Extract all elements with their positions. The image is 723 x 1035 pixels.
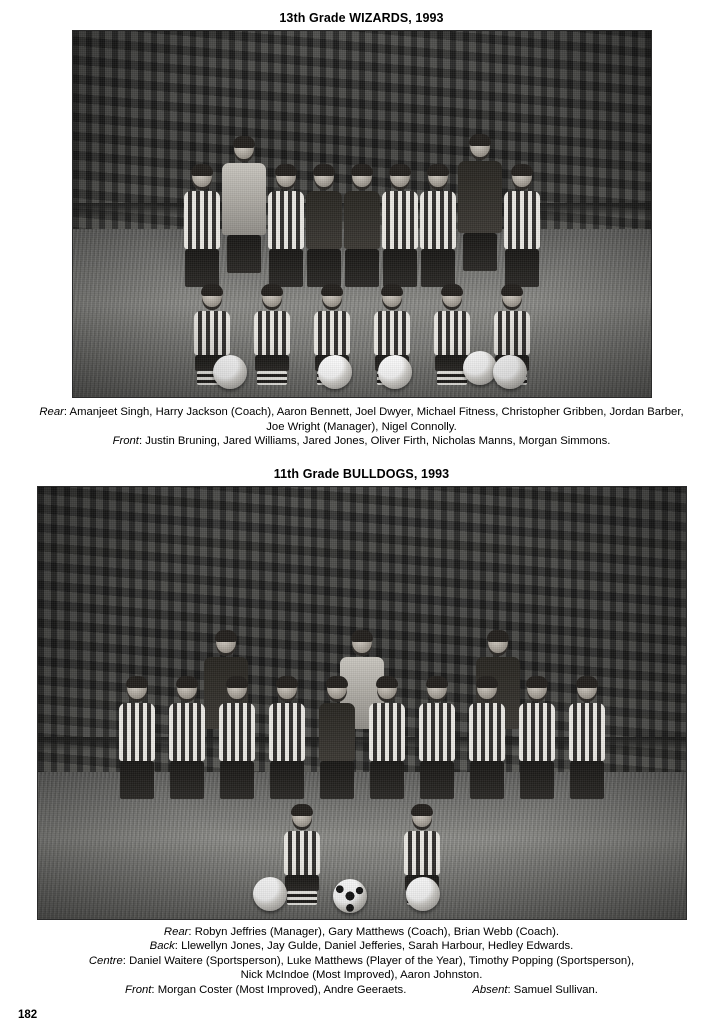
front-row-wizards [73, 285, 651, 385]
caption-label: Back [149, 940, 175, 952]
caption-text: : Justin Bruning, Jared Williams, Jared Jones, Oliver Firth, Nicholas Manns, Morgan Simmons. [138, 435, 611, 447]
caption-line [0, 420, 723, 435]
soccer-ball [318, 355, 352, 389]
person [306, 165, 342, 287]
back-row-bulldogs [38, 677, 686, 799]
person [344, 165, 380, 287]
caption-label: Rear [163, 925, 189, 938]
person [184, 165, 220, 287]
soccer-ball [253, 877, 287, 911]
caption-label: Front [112, 435, 139, 447]
caption-line [0, 405, 723, 420]
person [504, 165, 540, 287]
caption-label: Centre [88, 954, 123, 967]
caption-text: : Daniel Waitere (Sportsperson), Luke Matthews (Player of the Year), Timothy Popping (Sportsperson), [122, 954, 635, 967]
caption-line [0, 968, 723, 983]
caption-text: : Morgan Coster (Most Improved), Andre Geeraets. [151, 983, 407, 996]
section-bulldogs [0, 467, 723, 998]
caption-line [0, 954, 723, 969]
person [254, 285, 290, 385]
caption-label: Absent [472, 983, 508, 996]
person [419, 677, 455, 799]
soccer-ball [378, 355, 412, 389]
caption-text: : Robyn Jeffries (Manager), Gary Matthews (Coach), Brian Webb (Coach). [188, 925, 560, 938]
caption-text: Nick McIndoe (Most Improved), Aaron Johnston. [240, 969, 483, 981]
caption-label: Front [125, 983, 152, 996]
caption-text: Joe Wright (Manager), Nigel Connolly. [266, 420, 457, 433]
photo-wrap-wizards [0, 25, 723, 398]
back-row-wizards [73, 135, 651, 287]
person [369, 677, 405, 799]
person [319, 677, 355, 799]
person [382, 165, 418, 287]
team-photo-bulldogs-1993 [37, 486, 687, 920]
person [222, 137, 266, 273]
caption-line [0, 925, 723, 940]
person [269, 677, 305, 799]
caption-bulldogs [0, 925, 723, 998]
page-number: 182 [18, 1009, 38, 1021]
yearbook-page [0, 11, 723, 1035]
person [268, 165, 304, 287]
caption-line [0, 939, 723, 954]
team-photo-wizards-1993 [72, 30, 652, 398]
person [169, 677, 205, 799]
caption-wizards [0, 405, 723, 449]
soccer-ball [463, 351, 497, 385]
soccer-ball [493, 355, 527, 389]
person [420, 165, 456, 287]
caption-text: : Llewellyn Jones, Jay Gulde, Daniel Jefferies, Sarah Harbour, Hedley Edwards. [174, 940, 574, 952]
caption-text: : Amanjeet Singh, Harry Jackson (Coach), Aaron Bennett, Joel Dwyer, Michael Fitness, Christopher Gribben, Jordan Barber, [63, 406, 684, 418]
caption-text: : Samuel Sullivan. [507, 983, 598, 996]
soccer-ball [213, 355, 247, 389]
person [458, 135, 502, 271]
person [519, 677, 555, 799]
caption-line [0, 983, 723, 998]
caption-line [0, 434, 723, 449]
person [569, 677, 605, 799]
person [469, 677, 505, 799]
person [119, 677, 155, 799]
photo-wrap-bulldogs [0, 481, 723, 920]
person [284, 805, 320, 905]
page-title-bulldogs: 11th Grade BULLDOGS, 1993 [273, 466, 450, 481]
caption-label: Rear [39, 406, 64, 418]
soccer-ball [333, 879, 367, 913]
section-wizards [0, 11, 723, 449]
page-title-wizards: 13th Grade WIZARDS, 1993 [279, 11, 444, 25]
soccer-ball [406, 877, 440, 911]
person [219, 677, 255, 799]
